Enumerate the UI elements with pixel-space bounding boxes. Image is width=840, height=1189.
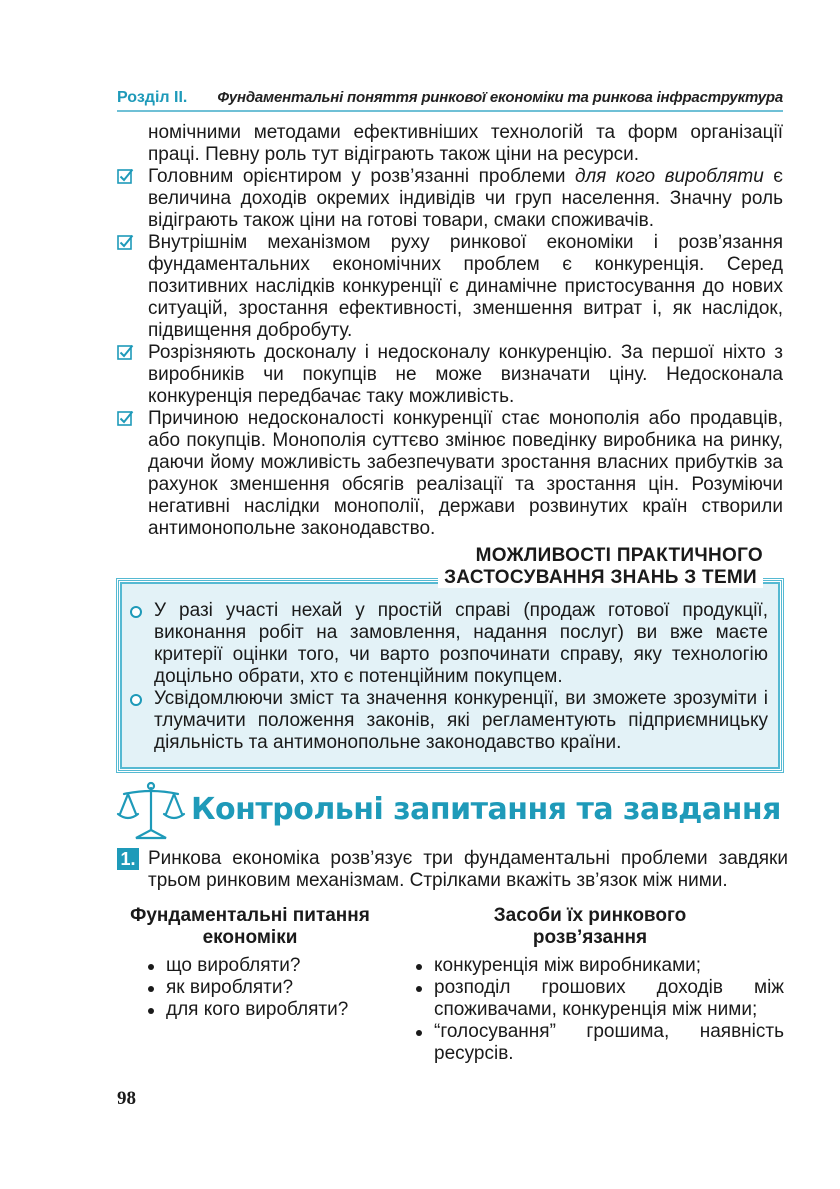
- list-item: [117, 232, 783, 342]
- bullet-dot-icon: [148, 964, 154, 970]
- bullet-text-start: Головним орієнтиром у розв’язанні проблеми: [148, 166, 575, 187]
- checklist: [117, 166, 783, 540]
- bullet-text-end: є величина доходів окремих індивідів чи груп населення. Значну роль відіграють також ціни на готові товари, смаки споживачів.: [148, 166, 783, 231]
- section-heading: [116, 780, 786, 842]
- left-item-text: для кого виробляти?: [166, 999, 349, 1020]
- practical-title-line1: МОЖЛИВОСТІ ПРАКТИЧНОГО: [475, 545, 763, 566]
- checkbox-check-icon: [117, 168, 134, 185]
- list-item: [146, 977, 396, 999]
- section-title: Контрольні запитання та завдання: [191, 792, 781, 827]
- list-item: [117, 342, 783, 408]
- left-item-text: як виробляти?: [166, 977, 294, 998]
- list-item: [146, 999, 396, 1021]
- list-item: [146, 955, 396, 977]
- bullet-dot-icon: [416, 964, 422, 970]
- right-item-text: “голосування” грошима, наявність ресурсів.: [434, 1021, 784, 1064]
- list-item: [414, 955, 784, 977]
- right-column-list: [414, 955, 784, 1065]
- continuation-paragraph: номічними методами ефективніших технологій та форм організації праці. Певну роль тут відіграють також ціни на ресурси.: [148, 122, 783, 165]
- right-column-heading: Засоби їх ринкового розв’язання: [493, 905, 687, 948]
- left-column-heading: Фундаментальні питання економіки: [130, 905, 370, 948]
- running-header: [117, 86, 783, 112]
- bullet-text: Причиною недосконалості конкуренції стає монополія або продавців, або покупців. Монополія суттєво змінює поведінку виробника на ринку, даючи йому можливість забезпечувати зростання власних прибутків за рахунок зменшення обсягів реалізації та зростання цін. Розуміючи негативні наслідки монополії, держави розвинутих країн створили антимонопольне законодавство.: [148, 408, 783, 539]
- ring-bullet-icon: [130, 606, 142, 618]
- page-number: 98: [117, 1088, 136, 1109]
- right-item-text: розподіл грошових доходів між споживачами, конкуренція між ними;: [434, 977, 784, 1020]
- list-item: [414, 1021, 784, 1065]
- left-item-text: що виробляти?: [166, 955, 301, 976]
- ring-bullet-icon: [130, 694, 142, 706]
- bullet-text: Розрізняють досконалу і недосконалу конкуренцію. За першої ніхто з виробників чи покупців не може визначати ціну. Недосконала конкуренція передбачає таку можливість.: [148, 342, 783, 407]
- bullet-dot-icon: [148, 986, 154, 992]
- list-item: [128, 688, 768, 754]
- bullet-dot-icon: [416, 1030, 422, 1036]
- list-item: [128, 600, 768, 688]
- scales-icon: [116, 780, 186, 842]
- practical-box-title: [400, 545, 763, 589]
- checkbox-check-icon: [117, 344, 134, 361]
- right-item-text: конкуренція між виробниками;: [434, 955, 702, 976]
- bullet-dot-icon: [148, 1008, 154, 1014]
- bullet-text: Внутрішнім механізмом руху ринкової економіки і розв’язання фундаментальних економічних проблем є конкуренція. Серед позитивних наслідків конкуренції є динамічне пристосування до нових ситуацій, зростання ефективності, зменшення витрат і, як наслідок, підвищення добробуту.: [148, 232, 783, 341]
- practical-title-line2: ЗАСТОСУВАННЯ ЗНАНЬ З ТЕМИ: [438, 567, 763, 588]
- list-item: [117, 166, 783, 232]
- bullet-emphasis: для кого виробляти: [574, 166, 764, 187]
- header-rule: [117, 110, 783, 112]
- task-text: Ринкова економіка розв’язує три фундаментальні проблеми завдяки трьом ринковим механізмам. Стрілками вкажіть зв’язок між ними.: [148, 848, 788, 891]
- practical-list: [128, 600, 768, 754]
- practical-item-text: Усвідомлюючи зміст та значення конкуренції, ви зможете зрозуміти і тлумачити положення законів, які регламентують підприємницьку діяльність та антимонопольне законодавство країни.: [154, 688, 768, 753]
- left-column-list: [146, 955, 396, 1021]
- bullet-dot-icon: [416, 986, 422, 992]
- list-item: [117, 408, 783, 540]
- checkbox-check-icon: [117, 234, 134, 251]
- header-title: Фундаментальні поняття ринкової економіки та ринкова інфраструктура: [217, 89, 783, 106]
- checkbox-check-icon: [117, 410, 134, 427]
- section-label: Розділ ІІ.: [117, 89, 188, 106]
- task-number-badge: 1.: [117, 848, 139, 870]
- practical-item-text: У разі участі нехай у простій справі (продаж готової продукції, виконання робіт на замовлення, надання послуг) ви вже маєте критерії оцінки того, чи варто розпочинати справу, яку технологію доцільно обрати, хто є потенційним покупцем.: [154, 600, 768, 687]
- list-item: [414, 977, 784, 1021]
